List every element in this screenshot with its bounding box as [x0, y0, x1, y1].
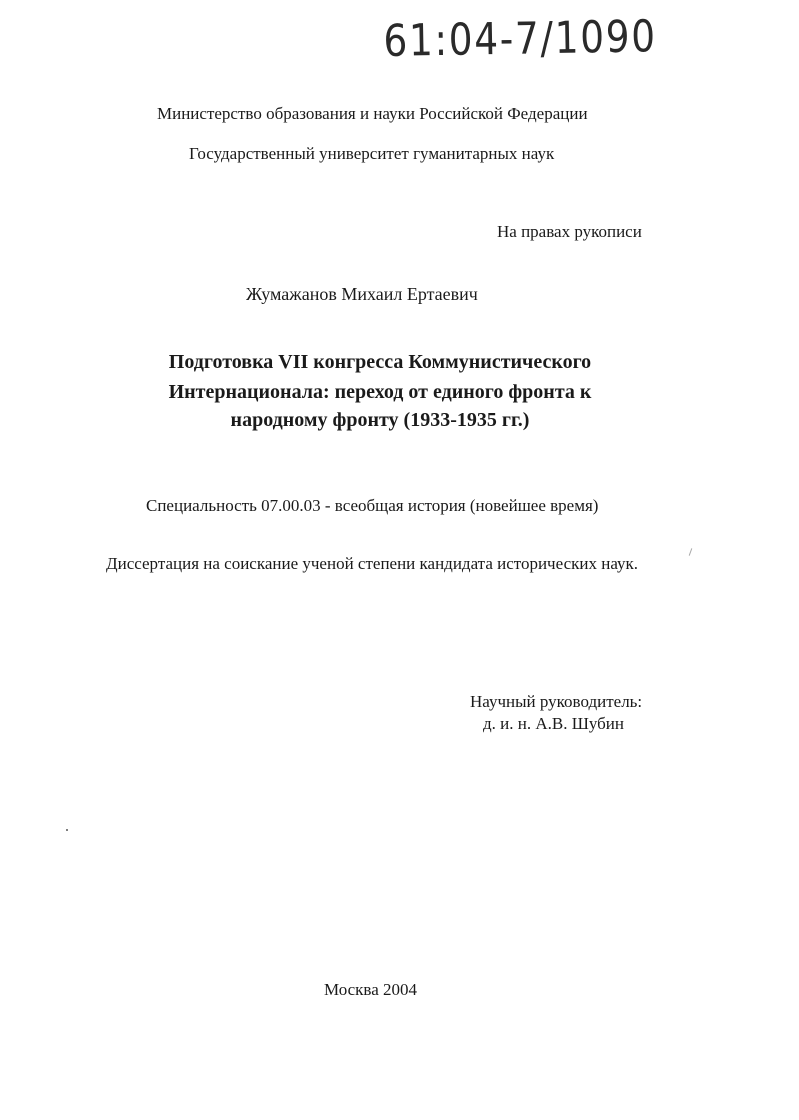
rights-note: На правах рукописи [497, 222, 642, 241]
scan-mark [689, 548, 693, 556]
handwritten-archive-number: 61:04-7/1090 [383, 11, 658, 67]
university-name: Государственный университет гуманитарных наук [189, 144, 555, 163]
dissertation-title-line-1: Подготовка VII конгресса Коммунистического [168, 351, 592, 373]
advisor-name: д. и. н. А.В. Шубин [483, 714, 624, 733]
city-year: Москва 2004 [324, 980, 418, 999]
dissertation-title-line-2: Интернационала: переход от единого фронта к [168, 381, 592, 403]
dissertation-degree-line: Диссертация на соискание ученой степени кандидата исторических наук. [106, 554, 639, 573]
author-name: Жумажанов Михаил Ертаевич [246, 284, 478, 304]
dissertation-title-line-3: народному фронту (1933-1935 гг.) [230, 409, 530, 431]
ministry-name: Министерство образования и науки Российской Федерации [157, 104, 588, 123]
specialty-line: Специальность 07.00.03 - всеобщая история (новейшее время) [146, 496, 599, 515]
advisor-label: Научный руководитель: [470, 692, 643, 711]
scan-speck [66, 829, 68, 831]
